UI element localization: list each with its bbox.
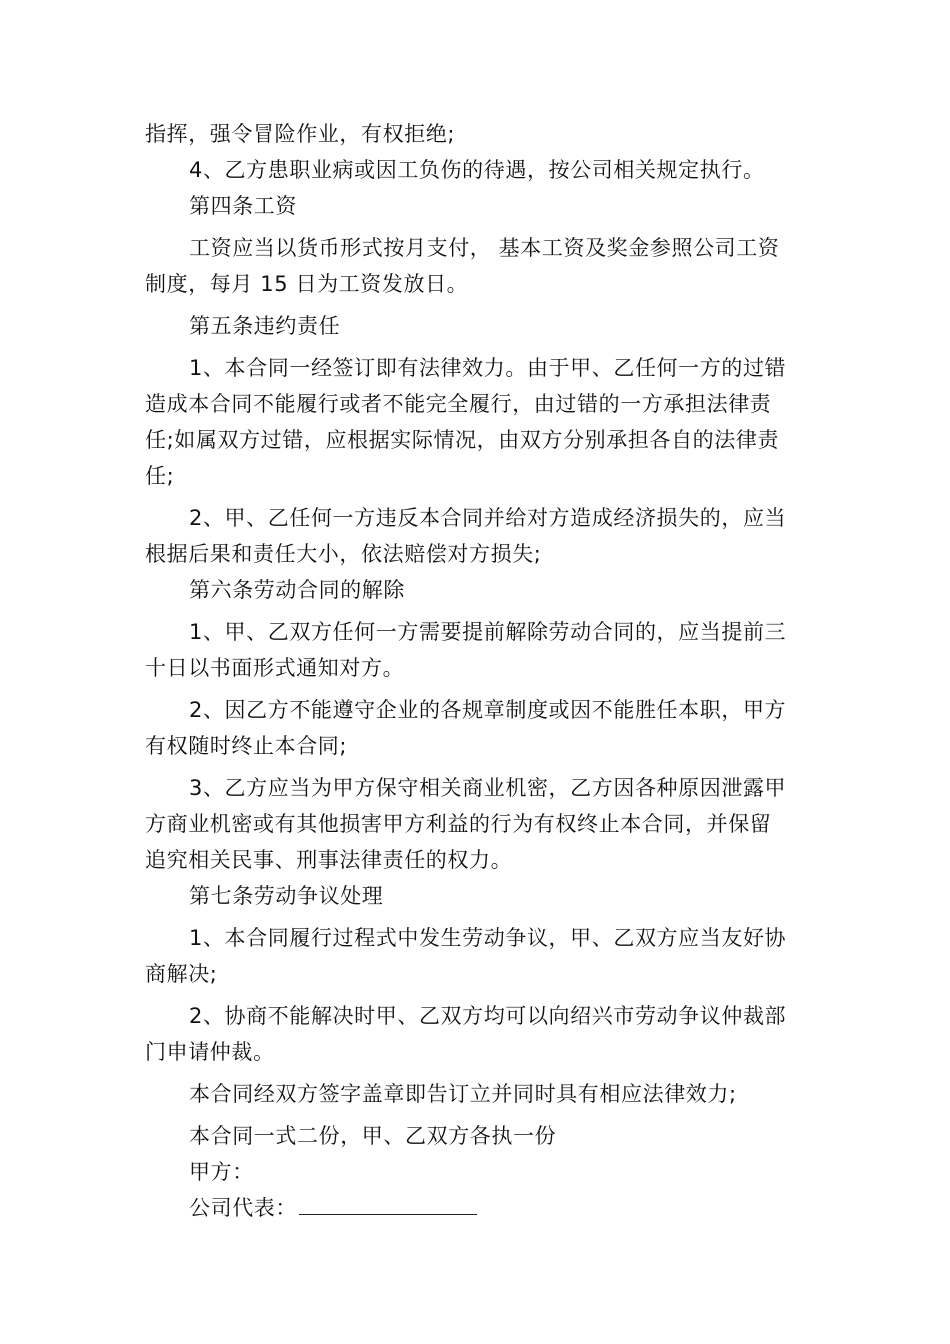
text-line: 1、本合同履行过程式中发生劳动争议，甲、乙双方应当友好协 — [189, 926, 787, 950]
text-line: 商解决; — [145, 962, 218, 986]
text-line: 2、协商不能解决时甲、乙双方均可以向绍兴市劳动争议仲裁部 — [189, 1004, 787, 1028]
text-line: 任; — [145, 464, 175, 488]
text-line: 追究相关民事、刑事法律责任的权力。 — [145, 848, 513, 872]
text-line: 工资应当以货币形式按月支付， 基本工资及奖金参照公司工资 — [189, 236, 780, 260]
section-heading: 第七条劳动争议处理 — [189, 884, 384, 908]
text-line: 门申请仲裁。 — [145, 1040, 275, 1064]
signature-blank-line — [299, 1192, 477, 1215]
party-a-label: 甲方： — [189, 1160, 254, 1184]
text-line: 2、甲、乙任何一方违反本合同并给对方造成经济损失的，应当 — [189, 506, 787, 530]
section-heading: 第五条违约责任 — [189, 314, 341, 338]
text-line: 有权随时终止本合同; — [145, 734, 348, 758]
text-line: 1、本合同一经签订即有法律效力。由于甲、乙任何一方的过错 — [189, 356, 787, 380]
text-line: 造成本合同不能履行或者不能完全履行，由过错的一方承担法律责 — [145, 392, 772, 416]
text-line: 十日以书面形式通知对方。 — [145, 656, 405, 680]
section-heading: 第六条劳动合同的解除 — [189, 578, 405, 602]
text-line: 1、甲、乙双方任何一方需要提前解除劳动合同的，应当提前三 — [189, 620, 787, 644]
signature-row — [145, 1190, 810, 1226]
contract-body — [145, 116, 810, 1226]
text-line: 3、乙方应当为甲方保守相关商业机密，乙方因各种原因泄露甲 — [189, 776, 787, 800]
text-line: 4、乙方患职业病或因工负伤的待遇，按公司相关规定执行。 — [189, 158, 765, 182]
text-line: 本合同一式二份，甲、乙双方各执一份 — [189, 1124, 557, 1148]
text-line: 制度，每月 15 日为工资发放日。 — [145, 272, 469, 296]
company-rep-label: 公司代表： — [189, 1196, 297, 1220]
text-line: 方商业机密或有其他损害甲方利益的行为有权终止本合同，并保留 — [145, 812, 772, 836]
text-line: 指挥，强令冒险作业，有权拒绝; — [145, 122, 456, 146]
text-line: 任;如属双方过错，应根据实际情况，由双方分别承担各自的法律责 — [145, 428, 780, 452]
text-line: 根据后果和责任大小，依法赔偿对方损失; — [145, 542, 542, 566]
section-heading: 第四条工资 — [189, 194, 297, 218]
text-line: 本合同经双方签字盖章即告订立并同时具有相应法律效力; — [189, 1082, 737, 1106]
text-line: 2、因乙方不能遵守企业的各规章制度或因不能胜任本职，甲方 — [189, 698, 787, 722]
